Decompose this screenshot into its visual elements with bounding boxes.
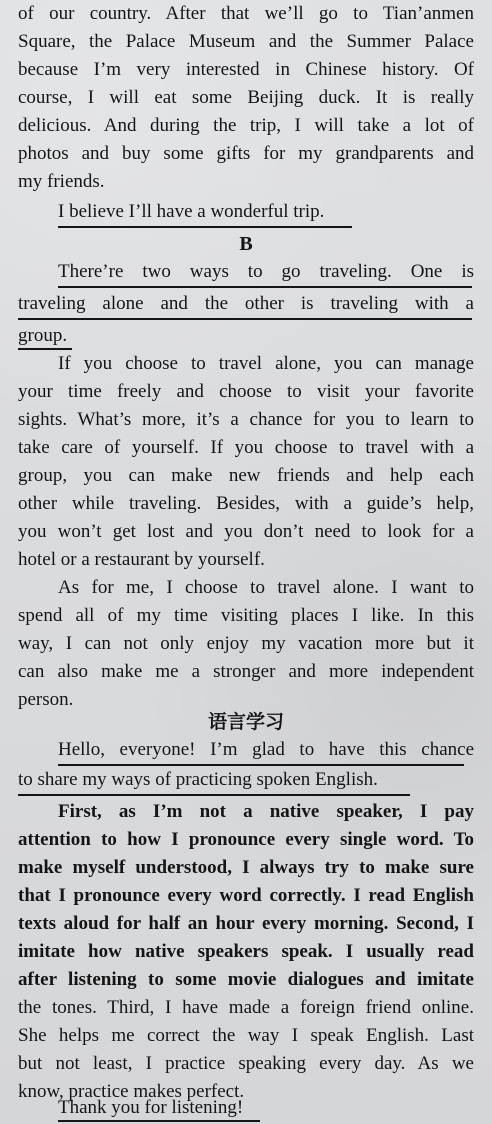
- body-line: take care of yourself. If you choose to travel with a: [18, 437, 474, 458]
- intro-line: group.: [18, 325, 68, 346]
- body-line: make myself understood, I always try to make sure: [18, 857, 474, 878]
- body-line: that I pronounce every word correctly. I read English: [18, 885, 474, 906]
- underline: [58, 286, 472, 288]
- body-line: hotel or a restaurant by yourself.: [18, 549, 265, 570]
- body-line: group, you can make new friends and help each: [18, 465, 474, 486]
- text-line: delicious. And during the trip, I will take a lot of: [18, 115, 474, 136]
- intro-line: to share my ways of practicing spoken English.: [18, 769, 378, 790]
- body-line: She helps me correct the way I speak English. Last: [18, 1025, 474, 1046]
- body-line: texts aloud for half an hour every morning. Second, I: [18, 913, 474, 934]
- intro-line: There’re two ways to go traveling. One is: [58, 261, 474, 282]
- intro-line: Hello, everyone! I’m glad to have this chance: [58, 739, 474, 760]
- section-heading-language: 语言学习: [207, 711, 284, 733]
- underline: [58, 1120, 260, 1122]
- body-line: you won’t get lost and you don’t need to look for a: [18, 521, 474, 542]
- body-line: know, practice makes perfect.: [18, 1081, 245, 1102]
- underline: [18, 318, 472, 320]
- body-line: imitate how native speakers speak. I usually read: [18, 941, 474, 962]
- underline: [18, 794, 410, 796]
- intro-line: traveling alone and the other is traveling with a: [18, 293, 474, 314]
- closing-sentence: Thank you for listening!: [58, 1097, 244, 1118]
- body-line: way, I can not only enjoy my vacation more but it: [18, 633, 474, 654]
- body-line: your time freely and choose to visit your favorite: [18, 381, 474, 402]
- body-line: other while traveling. Besides, with a guide’s help,: [18, 493, 474, 514]
- body-line: person.: [18, 689, 74, 710]
- body-line: but not least, I practice speaking every day. As we: [18, 1053, 474, 1074]
- body-line: If you choose to travel alone, you can manage: [58, 353, 474, 374]
- body-line: As for me, I choose to travel alone. I want to: [58, 577, 474, 598]
- text-line: course, I will eat some Beijing duck. It is really: [18, 87, 474, 108]
- underline: [58, 226, 352, 228]
- text-line: because I’m very interested in Chinese history. Of: [18, 59, 474, 80]
- text-line: my friends.: [18, 171, 105, 192]
- body-line: attention to how I pronounce every single word. To: [18, 829, 474, 850]
- body-line: First, as I’m not a native speaker, I pay: [58, 801, 474, 822]
- body-line: after listening to some movie dialogues and imitate: [18, 969, 474, 990]
- body-line: spend all of my time visiting places I like. In this: [18, 605, 474, 626]
- section-heading-b: B: [239, 233, 253, 255]
- body-line: the tones. Third, I have made a foreign friend online.: [18, 997, 474, 1018]
- closing-sentence: I believe I’ll have a wonderful trip.: [58, 201, 325, 222]
- text-line: of our country. After that we’ll go to Tian’anmen: [18, 3, 474, 24]
- body-line: can also make me a stronger and more independent: [18, 661, 474, 682]
- body-line: sights. What’s more, it’s a chance for you to learn to: [18, 409, 474, 430]
- text-line: Square, the Palace Museum and the Summer Palace: [18, 31, 474, 52]
- text-line: photos and buy some gifts for my grandparents and: [18, 143, 474, 164]
